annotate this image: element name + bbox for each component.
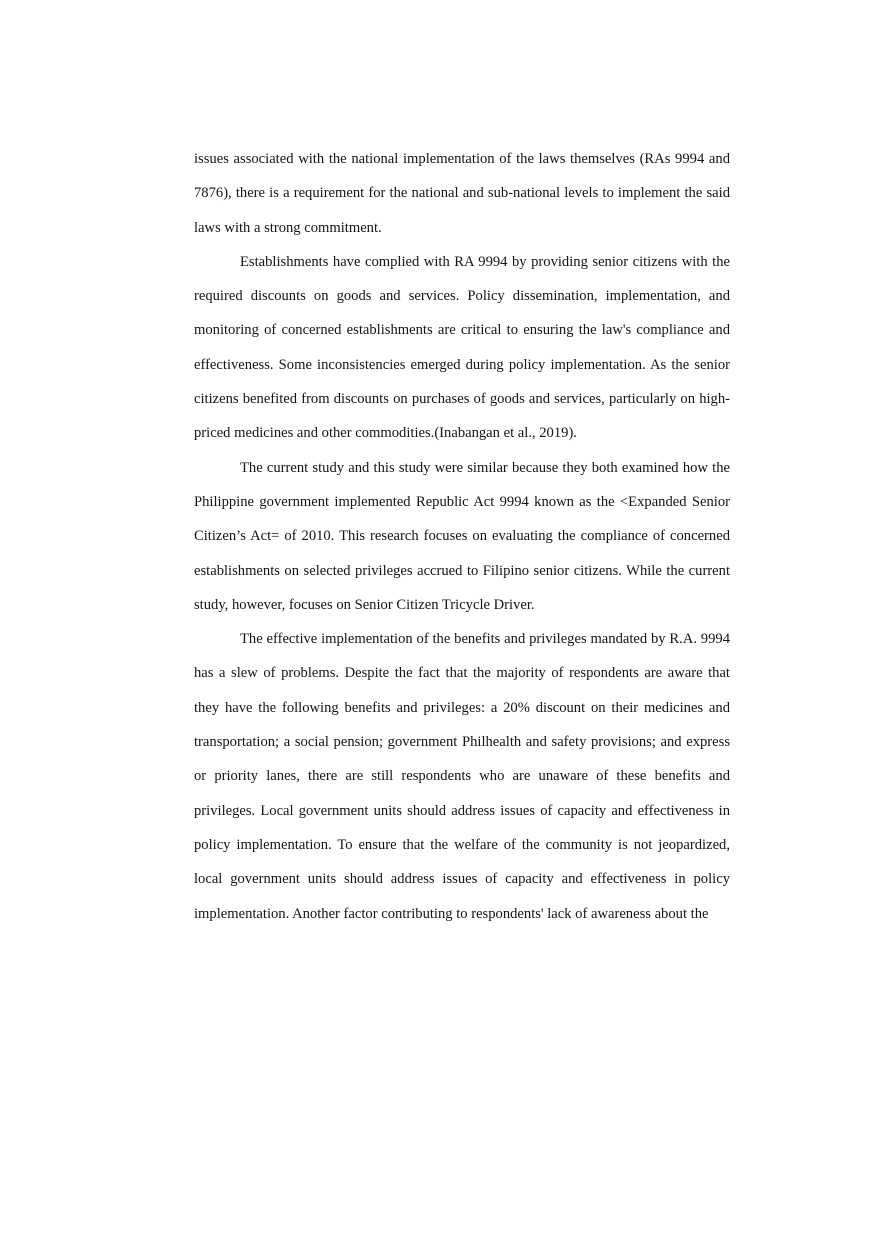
paragraph-continuation: issues associated with the national implementation of the laws themselves (RAs 9994 and 7876), there is a requirement for the national and sub-national levels to implement the said laws with a strong commitment. <box>194 151 730 236</box>
body-text <box>194 142 730 931</box>
paragraph-implementation-problems: The effective implementation of the benefits and privileges mandated by R.A. 9994 has a slew of problems. Despite the fact that the majority of respondents are aware that they have the following benefits and privileges: a 20% discount on their medicines and transportation; a social pension; government Philhealth and safety provisions; and express or priority lanes, there are still respondents who are unaware of these benefits and privileges. Local government units should address issues of capacity and effectiveness in policy implementation. To ensure that the welfare of the community is not jeopardized, local government units should address issues of capacity and effectiveness in policy implementation. Another factor contributing to respondents' lack of awareness about the <box>194 631 730 922</box>
paragraph-establishments-compliance: Establishments have complied with RA 9994 by providing senior citizens with the required discounts on goods and services. Policy dissemination, implementation, and monitoring of concerned establishments are critical to ensuring the law's compliance and effectiveness. Some inconsistencies emerged during policy implementation. As the senior citizens benefited from discounts on purchases of goods and services, particularly on high-priced medicines and other commodities.(Inabangan et al., 2019). <box>194 253 730 442</box>
paragraph-study-comparison: The current study and this study were similar because they both examined how the Philippine government implemented Republic Act 9994 known as the <Expanded Senior Citizen’s Act= of 2010. This research focuses on evaluating the compliance of concerned establishments on selected privileges accrued to Filipino senior citizens. While the current study, however, focuses on Senior Citizen Tricycle Driver. <box>194 459 730 613</box>
